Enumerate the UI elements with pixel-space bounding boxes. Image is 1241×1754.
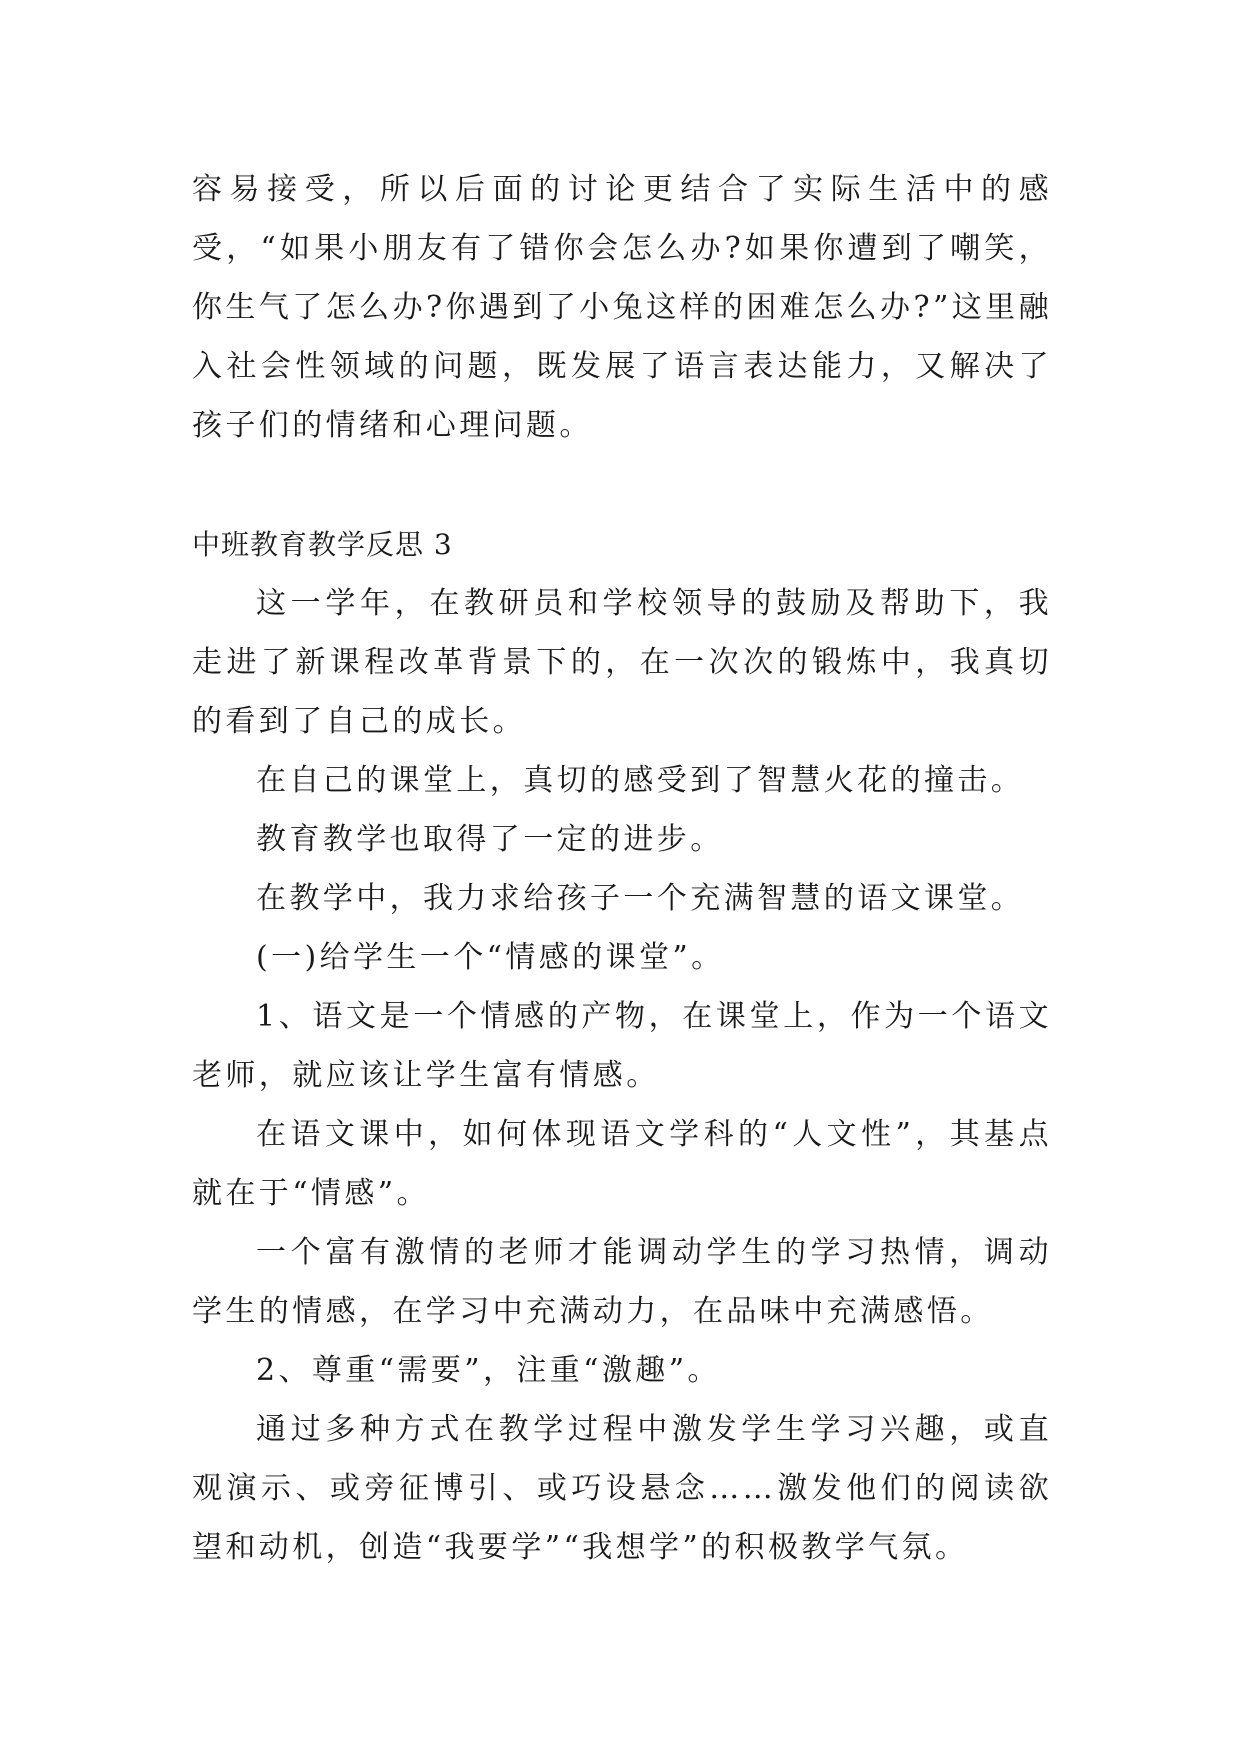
body-paragraph: 在教学中，我力求给孩子一个充满智慧的语文课堂。 — [256, 881, 1025, 916]
body-paragraph: 在语文课中，如何体现语文学科的“人文性”，其基点就在于“情感”。 — [192, 1117, 1052, 1211]
section-title: 中班教育教学反思 3 — [192, 528, 453, 561]
section-spacer — [192, 455, 1052, 515]
body-paragraph: 在自己的课堂上，真切的感受到了智慧火花的撞击。 — [256, 763, 1025, 798]
body-paragraph: 2、尊重“需要”，注重“激趣”。 — [256, 1353, 721, 1388]
subsection-heading: (一)给学生一个“情感的课堂”。 — [256, 940, 725, 975]
body-paragraph: 1、语文是一个情感的产物，在课堂上，作为一个语文老师，就应该让学生富有情感。 — [192, 999, 1052, 1093]
document-page — [192, 160, 1052, 1577]
body-paragraph: 这一学年，在教研员和学校领导的鼓励及帮助下，我走进了新课程改革背景下的，在一次次的锻炼中，我真切的看到了自己的成长。 — [192, 586, 1052, 739]
body-paragraph: 通过多种方式在教学过程中激发学生学习兴趣，或直观演示、或旁征博引、或巧设悬念……激发他们的阅读欲望和动机，创造“我要学”“我想学”的积极教学气氛。 — [192, 1412, 1052, 1565]
intro-paragraph: 容易接受，所以后面的讨论更结合了实际生活中的感受，“如果小朋友有了错你会怎么办?如果你遭到了嘲笑，你生气了怎么办?你遇到了小兔这样的困难怎么办?”这里融入社会性领域的问题，既发展了语言表达能力，又解决了孩子们的情绪和心理问题。 — [192, 172, 1052, 443]
body-paragraph: 一个富有激情的老师才能调动学生的学习热情，调动学生的情感，在学习中充满动力，在品味中充满感悟。 — [192, 1235, 1052, 1329]
body-paragraph: 教育教学也取得了一定的进步。 — [256, 822, 724, 857]
